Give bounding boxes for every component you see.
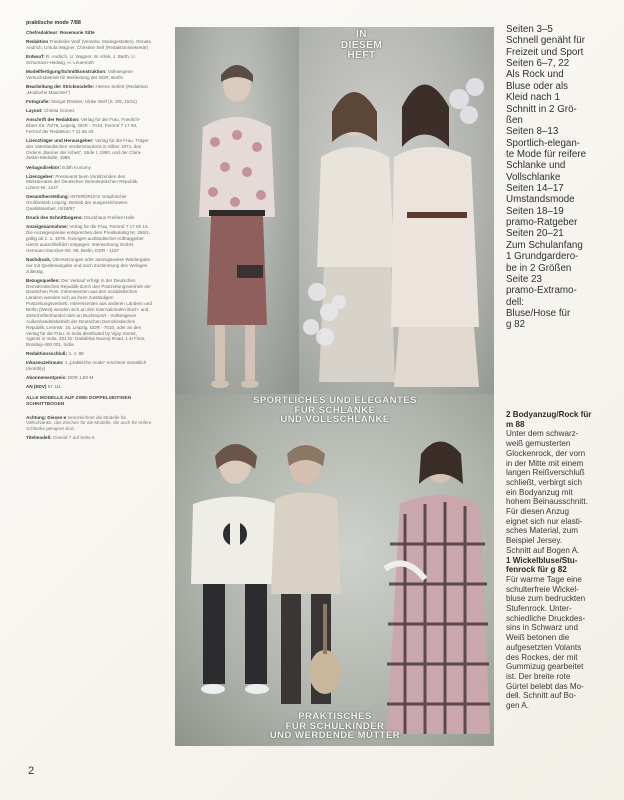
imprint-text: Helene Seifert (Redaktion „Modische Maschen“) — [26, 83, 149, 95]
desc-line: ist. Der breite rote — [506, 671, 571, 681]
imprint-block — [26, 384, 152, 390]
imprint-label: Layout: — [26, 107, 43, 113]
imprint-block — [26, 351, 152, 357]
desc-line: Für warme Tage eine — [506, 574, 582, 584]
imprint-block — [26, 99, 152, 105]
imprint-header: praktische mode 7/88 — [26, 20, 81, 26]
imprint-text: Christa Gomez — [43, 107, 75, 113]
imprint-label: Bezugsquellen: — [26, 277, 60, 283]
imprint-label: Chefredakteur: Rosemarie Sitte — [26, 30, 95, 36]
desc-title-2b: fenrock für g 82 — [506, 565, 567, 575]
contents-line: Seite 23 — [506, 273, 542, 285]
contents-line: Schlanke und — [506, 160, 566, 172]
imprint-label: Anschrift der Redaktion: — [26, 117, 80, 123]
imprint-column — [26, 20, 152, 444]
imprint-label: Druck des Schnittbogens: — [26, 215, 83, 221]
imprint-block — [26, 174, 152, 192]
desc-line: gen A. — [506, 701, 529, 711]
imprint-text: 67 111 — [47, 384, 62, 390]
contents-line: Schnitt in 2 Grö- — [506, 103, 577, 115]
caption-in-diesem-heft — [299, 30, 424, 62]
achtung-mark-icon: ■ — [63, 414, 67, 420]
caption-bot-line: UND WERDENDE MÜTTER — [269, 730, 401, 742]
imprint-block — [26, 165, 152, 171]
imprint-block — [26, 278, 152, 349]
contents-line: Seiten 3–5 — [506, 24, 553, 35]
desc-line: Schnitt auf Bogen A. — [506, 545, 580, 555]
desc-line: weiß gemusterten — [506, 439, 571, 449]
contents-line: Umstandsmode — [506, 194, 575, 206]
caption-mid-line: UND VOLLSCHLANKE — [280, 414, 390, 426]
desc-size: m 88 — [506, 419, 525, 429]
contents-line: Kleid nach 1 — [506, 92, 560, 104]
desc-line: ein Bodyanzug mit — [506, 487, 573, 497]
contents-line: Seiten 20–21 — [506, 228, 564, 240]
caption-bot-line: FÜR SCHULKINDER — [285, 720, 385, 732]
caption-top-line: DIESEM — [340, 39, 383, 51]
titel-text: Overall 7 auf Seite 6 — [52, 435, 95, 441]
contents-line: Bluse/Hose für — [506, 307, 571, 319]
desc-line: Unter dem schwarz- — [506, 429, 579, 439]
imprint-block — [26, 39, 152, 51]
contents-list — [506, 24, 622, 331]
caption-sportliches — [190, 396, 480, 425]
page-number: 2 — [28, 765, 35, 777]
contents-line: pramo-Ratgeber — [506, 217, 578, 229]
achtung-label: Achtung: Dieses — [26, 414, 63, 420]
photo-two-women-blouses — [299, 27, 494, 394]
contents-line: Zum Schulanfang — [506, 239, 583, 251]
imprint-label: Redaktionsschluß: — [26, 351, 68, 357]
desc-line: Glockenrock, der vorn — [506, 448, 586, 458]
desc-line: schiedliche Druckdes- — [506, 613, 586, 623]
imprint-label: Fotografie: — [26, 98, 50, 104]
contents-line: Als Rock und — [506, 69, 564, 81]
imprint-blocks — [26, 30, 152, 390]
imprint-achtung — [26, 415, 152, 433]
contents-line: Seiten 8–13 — [506, 126, 559, 138]
desc-line: Gummizug gearbeitet — [506, 662, 584, 672]
imprint-block — [26, 375, 152, 381]
imprint-label: Inkassozeitraum: — [26, 360, 64, 366]
imprint-label: Abonnementpreis: — [26, 375, 67, 381]
imprint-text: Friederike Wolf (Verantw. Modegestalten), Renate Andrich, Ursula Wagner, Christine Seif (Redaktionssekretär) — [26, 39, 152, 51]
imprint-text: Druckhaus Freiheit Halle — [84, 215, 135, 221]
imprint-label: Verlagsdirektor: — [26, 164, 61, 170]
contents-line: Sportlich-elegan- — [506, 137, 581, 149]
caption-mid-line: SPORTLICHES UND ELEGANTES — [253, 395, 417, 406]
achtung-text: kennzeichnet die Modelle für Vollschlanke, das Zeichen für die Modelle, die auch für reifere Schlanke geeignet sind. — [26, 414, 152, 432]
contents-line: Freizeit und Sport — [506, 46, 584, 58]
contents-line: Schnell genäht für — [506, 35, 585, 47]
imprint-label: Lizenzträger und Herausgeber: — [26, 137, 94, 143]
desc-title-2: 1 Wickelbluse/Stu- — [506, 555, 578, 565]
imprint-label: Anzeigenannahme: — [26, 224, 69, 230]
caption-top-line: IN — [356, 29, 367, 40]
imprint-label: Lizenzgeber: — [26, 173, 55, 179]
desc-line: sches Material, zum — [506, 526, 578, 536]
contents-line: Seiten 18–19 — [506, 205, 564, 217]
imprint-block — [26, 138, 152, 162]
desc-line: Gürtel belebt das Mo- — [506, 681, 584, 691]
desc-line: sins in Schwarz und — [506, 623, 578, 633]
imprint-block — [26, 30, 152, 36]
imprint-closing: ALLE MODELLE AUF ZWEI DOPPELSEITIGEN SCHNITTBOGEN — [26, 396, 132, 408]
imprint-text: DDR 1,50 M — [67, 375, 94, 381]
imprint-text: Der Verkauf erfolgt in der Deutschen Demokratischen Republik durch den Postzeitungsvertrieb der Deutschen Post. Interessenten aus den sozialistischen Ländern wenden sich an ihren zuständigen Postzeitungsvertrieb. Interessenten aus anderen Ländern und Berlin (West) wenden sich an den internationalen Buch- und Zeitschriftenhandel oder an Buchexport - Volkseigener Außenhandelsbetrieb der Deutschen Demokratischen Republik, Leninstr. 16, Leipzig, DDR - 7010, oder an den Verlag für die Frau. In India distributed by Vijay Stores, Agents in India, 331 Dr. Dadabhai Naoroji Road, 1 st Floor, Bombay-400 001, India. — [26, 277, 152, 348]
contents-line: 1 Grundgardero- — [506, 251, 579, 263]
desc-line: eignet sich nur elasti- — [506, 516, 583, 526]
imprint-text: Verlag für die Frau, Fernruf 7 17 60 15. Die Anzeigenpreise entsprechen dem Preiskatalog Nr. 286/1, gültig ab 1. 1. 1976. Anzeigen ausländischer Auftraggeber nimmt ausschließlich entgegen: Interwerbung GmbH, Hermann-Duncker-Str. 89, Berlin, DDR - 1157 — [26, 224, 151, 253]
caption-top-line: HEFT — [347, 50, 376, 61]
contents-line: be in 2 Größen — [506, 262, 572, 274]
desc-line: Beispiel Jersey. — [506, 536, 563, 546]
imprint-block — [26, 224, 152, 253]
desc-lines — [506, 429, 622, 555]
imprint-text: R. Andrich, U. Wagner, W. Klink, J. Barth, U. Schumann-Hedwig, H. Leuenroth — [26, 54, 136, 65]
desc-line: Für diesen Anzug — [506, 507, 569, 517]
contents-line: Seiten 6–7, 22 — [506, 58, 570, 70]
figure-women-2-3 — [299, 27, 494, 394]
figure-kids-and-mother — [175, 394, 494, 746]
desc-line: des Rockes, der mit — [506, 652, 578, 662]
imprint-text: Verlag für die Frau, Friedrich-Ebert-Str. 76/78, Leipzig, DDR - 7010, Fernruf 7 17 60, Fernruf der Redaktion 7 11 66 33 — [26, 117, 141, 134]
contents-line: g 82 — [506, 319, 526, 331]
photo-woman-blouse-skirt — [175, 27, 299, 394]
imprint-text: INTERDRUCK Graphischer Großbetrieb Leipzig, Betrieb der ausgezeichneten Qualitätsarbeit, III/18/97 — [26, 194, 128, 212]
imprint-text: Edith Konomy — [62, 164, 91, 170]
desc-line: langen Reißverschluß — [506, 468, 585, 478]
contents-line: ßen — [506, 114, 523, 126]
contents-line: Vollschlanke — [506, 171, 561, 183]
imprint-label: Nachdruck, — [26, 256, 52, 262]
caption-bot-line: PRAKTISCHES — [298, 711, 372, 722]
titel-label: Titelmodell: — [26, 435, 52, 441]
imprint-text: Margot Rössler, Ulrike Wolf (S. 8/9, 10/11) — [51, 98, 137, 104]
imprint-block — [26, 194, 152, 212]
imprint-label: Redaktion — [26, 39, 49, 45]
imprint-text: Volkseigene Versuchsbetrieb für Bekleidung der DDR, Berlin — [26, 69, 133, 80]
imprint-text: Presseamt beim Vorsitzenden des Ministerrates der Deutschen Demokratischen Republik, Lizenz-Nr. 1247 — [26, 173, 139, 191]
imprint-block — [26, 108, 152, 114]
desc-title: 2 Bodyanzug/Rock für — [506, 410, 592, 419]
desc-line: hohem Beinausschnitt. — [506, 497, 588, 507]
contents-line: Bluse oder als — [506, 80, 569, 92]
contents-line: dell: — [506, 296, 524, 308]
contents-line: te Mode für reifere — [506, 148, 587, 160]
imprint-label: Entwurf: — [26, 54, 45, 60]
imprint-label: AN (EDV) — [26, 384, 47, 390]
imprint-text: 1 „praktische mode“ erscheint monatlich (monthly) — [26, 360, 147, 372]
imprint-label: Bearbeitung der Strickmodelle: — [26, 83, 95, 89]
photo-schoolkids-maternity — [175, 394, 494, 746]
imprint-block — [26, 84, 152, 96]
contents-line: pramo-Extramo- — [506, 285, 577, 297]
contents-line: Seiten 14–17 — [506, 183, 564, 195]
imprint-block — [26, 215, 152, 221]
caption-praktisches — [190, 712, 480, 741]
imprint-titelmodell — [26, 435, 152, 441]
imprint-text: Verlag für die Frau, Träger des Vaterländischen Verdienstordens in Silber 1971, des Ordens „Banner der Arbeit“, Stufe I, 1980, und der Clara-Zetkin-Medaille, 1986 — [26, 137, 149, 161]
imprint-text: Übersetzungen oder auszugsweise Wiedergabe nur mit Quellenangabe und nach Zustimmung des Verlages zulässig. — [26, 256, 151, 274]
desc-line: schulterfreie Wickel- — [506, 584, 579, 594]
imprint-label: Gesamtherstellung: — [26, 194, 70, 200]
desc-line: bluse zum bedruckten — [506, 594, 586, 604]
imprint-block — [26, 54, 152, 66]
desc-line: in der Mitte mit einem — [506, 458, 584, 468]
desc-line: schließt, verbirgt sich — [506, 477, 583, 487]
figure-woman-1 — [175, 27, 299, 394]
imprint-block — [26, 257, 152, 275]
model-description — [506, 410, 622, 711]
desc-line: aufgesetzten Volants — [506, 642, 582, 652]
imprint-block — [26, 69, 152, 81]
desc-line: Stufenrock. Unter- — [506, 604, 572, 614]
caption-mid-line: FÜR SCHLANKE — [294, 404, 376, 416]
desc-line: dell. Schnitt auf Bo- — [506, 691, 577, 701]
imprint-label: Modellfertigung/Schnittkonstruktion: — [26, 69, 107, 75]
imprint-text: 4. 4. 88 — [68, 351, 84, 357]
desc-line: Weiß betonen die — [506, 633, 570, 643]
imprint-block — [26, 117, 152, 135]
desc-lines-2 — [506, 575, 622, 711]
imprint-block — [26, 360, 152, 372]
